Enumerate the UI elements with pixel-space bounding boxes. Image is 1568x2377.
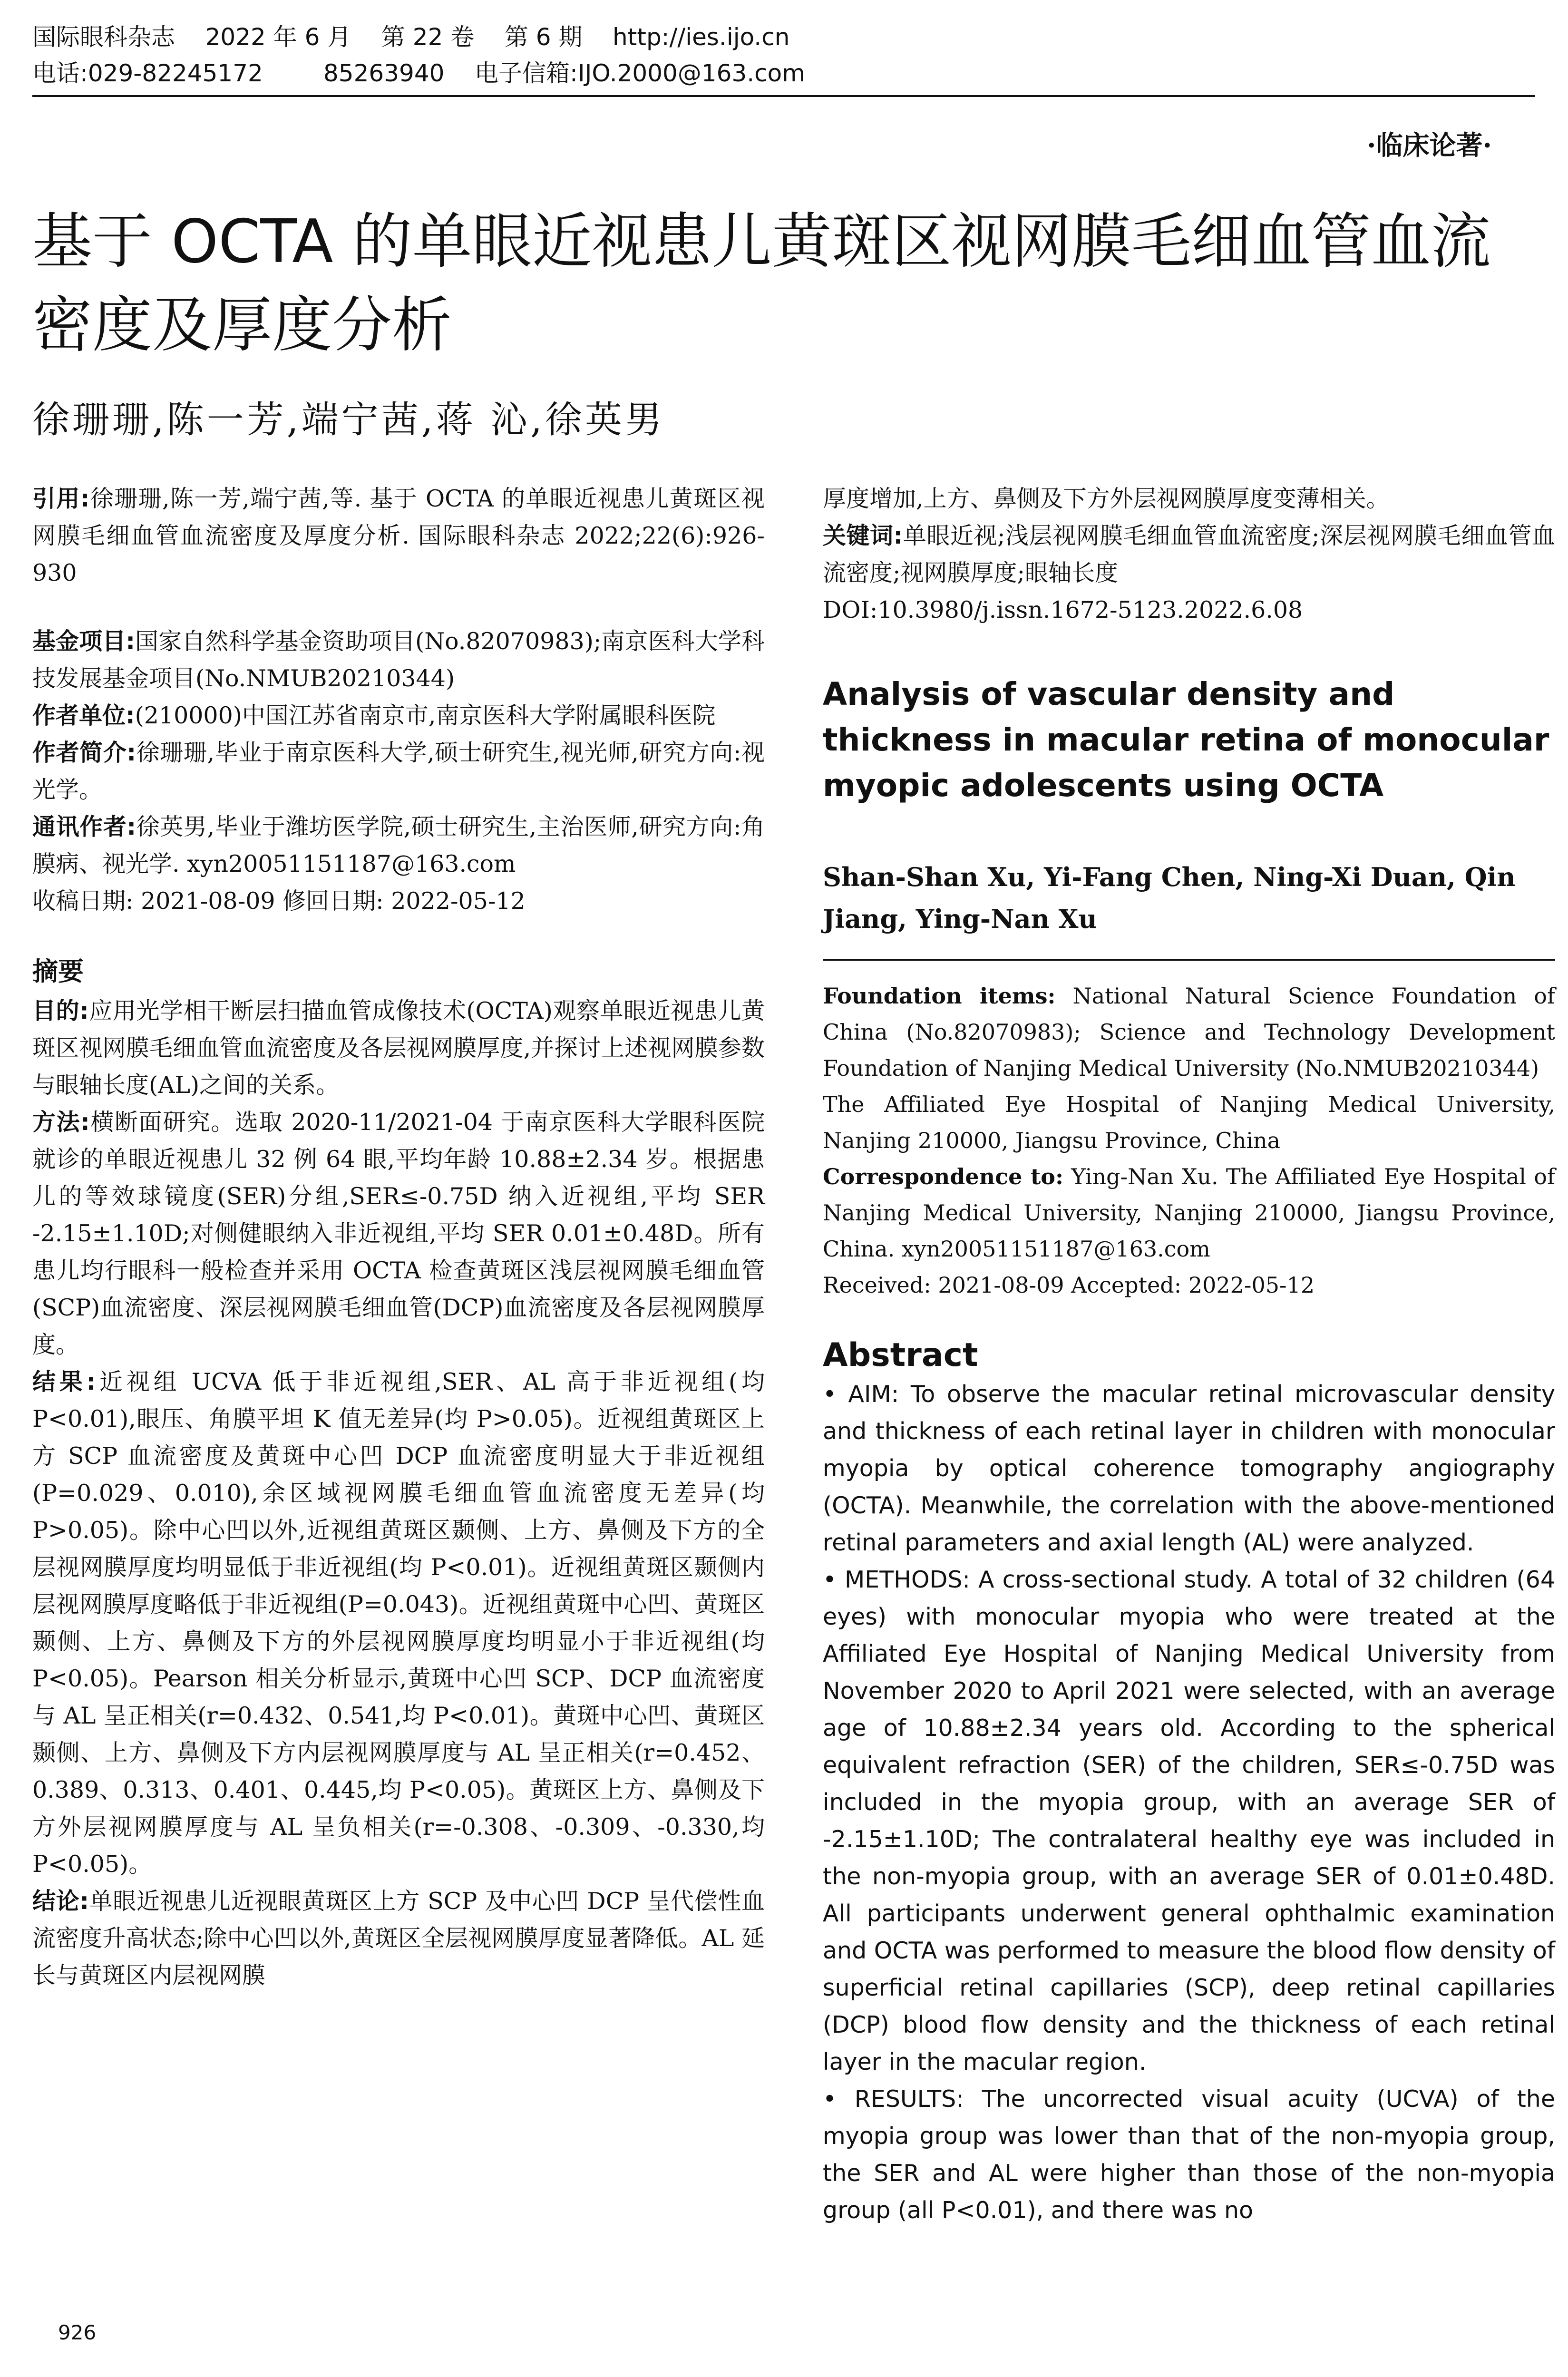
aim-en: • AIM: To observe the macular retinal microvascular density and thickness of each retinal layer in children with monocular myopia by optical coherence tomography angiography (OCTA). Meanwhile, the correlation with the above-mentioned retinal parameters and axial length (AL) were analyzed.	[823, 1381, 1555, 1556]
citation-text: 徐珊珊,陈一芳,端宁茜,等. 基于 OCTA 的单眼近视患儿黄斑区视网膜毛细血管血流密度及厚度分析. 国际眼科杂志 2022;22(6):926-930	[32, 485, 765, 586]
results-zh-label: 结果:	[32, 1368, 96, 1395]
correspondence-en-text: Ying-Nan Xu. The Affiliated Eye Hospital of Nanjing Medical University, Nanjing 210000, Jiangsu Province, China. xyn20051151187@163.com	[823, 1164, 1555, 1262]
journal-info-line: 国际眼科杂志 2022 年 6 月 第 22 卷 第 6 期 http://ies.ijo.cn	[32, 23, 790, 51]
aim-zh	[32, 993, 765, 1104]
author-unit-text: (210000)中国江苏省南京市,南京医科大学附属眼科医院	[135, 702, 716, 729]
received-accepted: Received: 2021-08-09 Accepted: 2022-05-12	[823, 1272, 1315, 1298]
methods-zh	[32, 1104, 765, 1364]
results-zh	[32, 1364, 765, 1883]
author-bio-label: 作者简介:	[32, 739, 136, 766]
corresponding-author-text: 徐英男,毕业于潍坊医学院,硕士研究生,主治医师,研究方向:角膜病、视光学. xyn20051151187@163.com	[32, 813, 765, 877]
keywords-zh-label: 关键词:	[823, 522, 903, 549]
authors-rule	[823, 959, 1555, 961]
fund	[32, 623, 765, 697]
conclusion-zh	[32, 1883, 765, 1994]
fund-text: 国家自然科学基金资助项目(No.82070983);南京医科大学科技发展基金项目(No.NMUB20210344)	[32, 628, 765, 692]
dates-zh: 收稿日期: 2021-08-09 修回日期: 2022-05-12	[32, 887, 526, 915]
citation	[32, 480, 765, 592]
foundation-items	[823, 978, 1555, 1086]
abstract-heading-en: Abstract	[823, 1336, 978, 1374]
page-number: 926	[58, 2321, 97, 2344]
conclusion-zh-text: 单眼近视患儿近视眼黄斑区上方 SCP 及中心凹 DCP 呈代偿性血流密度升高状态;除中心凹以外,黄斑区全层视网膜厚度显著降低。AL 延长与黄斑区内层视网膜	[32, 1888, 765, 1989]
results-en: • RESULTS: The uncorrected visual acuity (UCVA) of the myopia group was lower than that of the non-myopia group, the SER and AL were higher than those of the non-myopia group (all P<0.01), and there was no	[823, 2085, 1555, 2224]
author-unit-label: 作者单位:	[32, 702, 135, 729]
foundation-items-text: National Natural Science Foundation of China (No.82070983); Science and Technology Development Foundation of Nanjing Medical University (No.NMUB20210344)	[823, 983, 1555, 1081]
author-bio-text: 徐珊珊,毕业于南京医科大学,硕士研究生,视光师,研究方向:视光学。	[32, 739, 765, 803]
citation-label: 引用:	[32, 485, 90, 512]
english-title: Analysis of vascular density and thickness in macular retina of monocular myopic adolescents using OCTA	[823, 676, 1549, 804]
fund-label: 基金项目:	[32, 628, 135, 655]
foundation-items-label: Foundation items:	[823, 983, 1056, 1009]
correspondence-en	[823, 1159, 1555, 1267]
methods-zh-label: 方法:	[32, 1109, 90, 1136]
keywords-zh	[823, 517, 1555, 592]
author-unit	[32, 697, 765, 734]
article-title: 基于 OCTA 的单眼近视患儿黄斑区视网膜毛细血管血流密度及厚度分析	[32, 206, 1491, 360]
conclusion-zh-continued: 厚度增加,上方、鼻侧及下方外层视网膜厚度变薄相关。	[823, 485, 1390, 512]
aim-zh-label: 目的:	[32, 997, 89, 1024]
keywords-zh-text: 单眼近视;浅层视网膜毛细血管血流密度;深层视网膜毛细血管血流密度;视网膜厚度;眼轴长度	[823, 522, 1555, 586]
correspondence-en-label: Correspondence to:	[823, 1164, 1063, 1189]
english-authors: Shan-Shan Xu, Yi-Fang Chen, Ning-Xi Duan, Qin Jiang, Ying-Nan Xu	[823, 862, 1516, 934]
right-column	[823, 480, 1555, 2229]
methods-zh-text: 横断面研究。选取 2020-11/2021-04 于南京医科大学眼科医院就诊的单眼近视患儿 32 例 64 眼,平均年龄 10.88±2.34 岁。根据患儿的等效球镜度(SER)分组,SER≤-0.75D 纳入近视组,平均 SER -2.15±1.10D;对侧健眼纳入非近视组,平均 SER 0.01±0.48D。所有患儿均行眼科一般检查并采用 OCTA 检查黄斑区浅层视网膜毛细血管(SCP)血流密度、深层视网膜毛细血管(DCP)血流密度及各层视网膜厚度。	[32, 1109, 765, 1358]
methods-en: • METHODS: A cross-sectional study. A total of 32 children (64 eyes) with monocular myopia who were treated at the Affiliated Eye Hospital of Nanjing Medical University from November 2020 to April 2021 were selected, with an average age of 10.88±2.34 years old. According to the spherical equivalent refraction (SER) of the children, SER≤-0.75D was included in the myopia group, with an average SER of -2.15±1.10D; The contralateral healthy eye was included in the non-myopia group, with an average SER of 0.01±0.48D. All participants underwent general ophthalmic examination and OCTA was performed to measure the blood flow density of superficial retinal capillaries (SCP), deep retinal capillaries (DCP) blood flow density and the thickness of each retinal layer in the macular region.	[823, 1566, 1555, 2075]
header-rule	[32, 95, 1535, 97]
author-bio	[32, 734, 765, 809]
authors-zh: 徐珊珊,陈一芳,端宁茜,蒋 沁,徐英男	[32, 399, 665, 441]
left-column	[32, 480, 765, 1994]
aim-zh-text: 应用光学相干断层扫描血管成像技术(OCTA)观察单眼近视患儿黄斑区视网膜毛细血管血流密度及各层视网膜厚度,并探讨上述视网膜参数与眼轴长度(AL)之间的关系。	[32, 997, 765, 1099]
corresponding-author-label: 通讯作者:	[32, 813, 136, 840]
running-header	[32, 19, 1535, 91]
results-zh-text: 近视组 UCVA 低于非近视组,SER、AL 高于非近视组(均 P<0.01),眼压、角膜平坦 K 值无差异(均 P>0.05)。近视组黄斑区上方 SCP 血流密度及黄斑中心凹 DCP 血流密度明显大于非近视组(P=0.029、0.010),余区域视网膜毛细血管血流密度无差异(均 P>0.05)。除中心凹以外,近视组黄斑区颞侧、上方、鼻侧及下方的全层视网膜厚度均明显低于非近视组(均 P<0.01)。近视组黄斑区颞侧内层视网膜厚度略低于非近视组(P=0.043)。近视组黄斑中心凹、黄斑区颞侧、上方、鼻侧及下方的外层视网膜厚度均明显小于非近视组(均 P<0.05)。Pearson 相关分析显示,黄斑中心凹 SCP、DCP 血流密度与 AL 呈正相关(r=0.432、0.541,均 P<0.01)。黄斑中心凹、黄斑区颞侧、上方、鼻侧及下方内层视网膜厚度与 AL 呈正相关(r=0.452、0.389、0.313、0.401、0.445,均 P<0.05)。黄斑区上方、鼻侧及下方外层视网膜厚度与 AL 呈负相关(r=-0.308、-0.309、-0.330,均 P<0.05)。	[32, 1368, 765, 1878]
affiliation-en: The Affiliated Eye Hospital of Nanjing Medical University, Nanjing 210000, Jiangsu Province, China	[823, 1091, 1555, 1153]
section-tag: ·临床论著·	[1367, 130, 1492, 161]
contact-info-line: 电话:029-82245172 85263940 电子信箱:IJO.2000@163.com	[32, 59, 805, 87]
abstract-heading-zh: 摘要	[32, 956, 84, 986]
conclusion-zh-label: 结论:	[32, 1888, 89, 1915]
corresponding-author	[32, 809, 765, 883]
doi: DOI:10.3980/j.issn.1672-5123.2022.6.08	[823, 596, 1303, 623]
